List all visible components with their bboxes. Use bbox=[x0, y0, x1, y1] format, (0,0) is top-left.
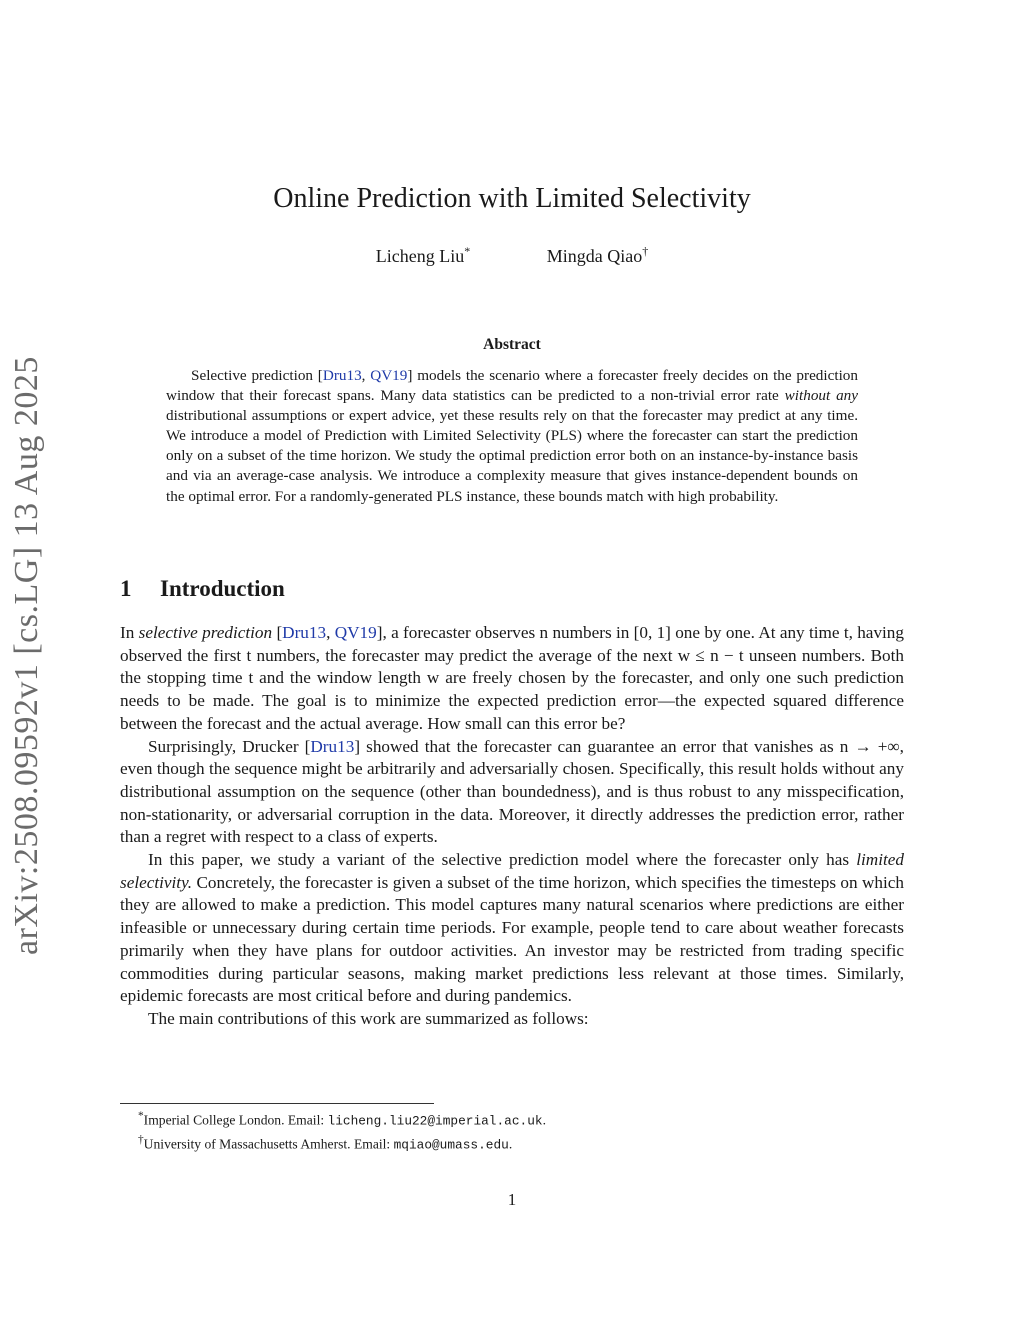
citation-link[interactable]: QV19 bbox=[370, 367, 408, 384]
section-title: Introduction bbox=[160, 576, 285, 601]
text-run: ] models the scenario where a forecaster freely decides on the prediction window that their forecast spans. Many data statistics can be predicted to a non-trivial error rate bbox=[166, 367, 858, 405]
text-run: Concretely, the forecaster is given a subset of the time horizon, which specifies the timesteps on which they are allowed to make a prediction. This model captures many natural scenarios where predictions are either infeasible or unnecessary during certain time periods. For example, people tend to care about weather forecasts primarily when they have plans for outdoor activities. An investor may be restricted from trading specific commodities during particular seasons, making market predictions less relevant at those times. Similarly, epidemic forecasts are most critical before and during pandemics. bbox=[120, 872, 904, 1006]
footnote-text: Imperial College London. Email: bbox=[143, 1112, 328, 1128]
author-1 bbox=[376, 244, 470, 267]
abstract-heading: Abstract bbox=[483, 336, 541, 353]
citation-link[interactable]: QV19 bbox=[334, 623, 377, 642]
text-run: Selective prediction [ bbox=[191, 367, 323, 384]
text-run: ], a forecaster observes n numbers in [0, 1] one by one. At any time t, having observed the first t numbers, the forecaster may predict the average of the next w ≤ n − t unseen numbers. Both the stopping time t and the window length w are freely chosen by the forecaster, and only one such prediction needs to be made. The goal is to minimize the expected prediction error—the expected squared difference between the forecast and the actual average. How small can this error be? bbox=[120, 623, 904, 733]
footnote-rule bbox=[120, 1103, 434, 1104]
section-number: 1 bbox=[120, 576, 132, 601]
paper-title: Online Prediction with Limited Selectivity bbox=[273, 183, 751, 214]
footnote-text: University of Massachusetts Amherst. Email: bbox=[143, 1136, 394, 1152]
text-run: In this paper, we study a variant of the selective prediction model where the forecaster only has bbox=[148, 850, 857, 870]
text-run: . bbox=[542, 1112, 546, 1128]
emphasis: selective prediction bbox=[138, 623, 273, 642]
footnote-mark: † bbox=[138, 1133, 144, 1146]
citation-link[interactable]: Dru13 bbox=[282, 623, 327, 642]
text-run: ] showed that the forecaster can guarantee an error that vanishes as n → +∞, even though the sequence might be arbitrarily and adversarially chosen. Specifically, this result holds without any distributional assumption on the sequence (other than boundedness), and is thus robust to any misspecification, non-stationarity, or adversarial corruption in the data. Moreover, it directly addresses the prediction error, rather than a regret with respect to a class of experts. bbox=[120, 736, 904, 847]
author-mark: * bbox=[464, 244, 471, 258]
citation-link[interactable]: Dru13 bbox=[310, 736, 355, 756]
arxiv-side-stamp: arXiv:2508.09592v1 [cs.LG] 13 Aug 2025 bbox=[8, 356, 45, 955]
author-2 bbox=[547, 244, 648, 267]
author-mark: † bbox=[642, 244, 649, 258]
footnote-mark: * bbox=[138, 1110, 144, 1122]
text-run: . bbox=[508, 1136, 513, 1152]
text-run: , bbox=[361, 367, 371, 384]
author-name: Mingda Qiao bbox=[546, 246, 643, 266]
author-name: Licheng Liu bbox=[375, 246, 465, 266]
paragraph-4: The main contributions of this work are summarized as follows: bbox=[148, 1008, 589, 1028]
paragraph-2 bbox=[120, 736, 904, 850]
paragraph-1 bbox=[120, 622, 904, 736]
text-run: Surprisingly, Drucker [ bbox=[148, 736, 311, 756]
text-run: In bbox=[120, 623, 139, 642]
emphasis: limited selectivity. bbox=[120, 850, 904, 892]
email-link[interactable]: mqiao@umass.edu bbox=[393, 1137, 509, 1153]
page-number: 1 bbox=[507, 1190, 517, 1209]
author-list bbox=[0, 244, 1024, 267]
email-link[interactable]: licheng.liu22@imperial.ac.uk bbox=[327, 1113, 543, 1129]
footnotes bbox=[120, 1107, 904, 1154]
emphasis: without any bbox=[784, 387, 859, 405]
text-run: distributional assumptions or expert advice, yet these results rely on that the forecaster may predict at any time. We introduce a model of Prediction with Limited Selectivity (PLS) where the forecaster can start the prediction only on a subset of the time horizon. We study the optimal prediction error both on an instance-by-instance basis and via an average-case analysis. We introduce a complexity measure that gives instance-dependent bounds on the optimal error. For a randomly-generated PLS instance, these bounds match with high probability. bbox=[166, 407, 858, 505]
footnote-2 bbox=[120, 1131, 904, 1155]
abstract-text bbox=[166, 366, 858, 507]
citation-link[interactable]: Dru13 bbox=[322, 367, 362, 384]
text-run: , bbox=[326, 623, 335, 642]
footnote-1 bbox=[120, 1107, 904, 1131]
paragraph-3 bbox=[120, 849, 904, 1008]
text-run: [ bbox=[272, 623, 283, 642]
section-heading bbox=[120, 576, 285, 602]
body-text bbox=[120, 622, 904, 1031]
